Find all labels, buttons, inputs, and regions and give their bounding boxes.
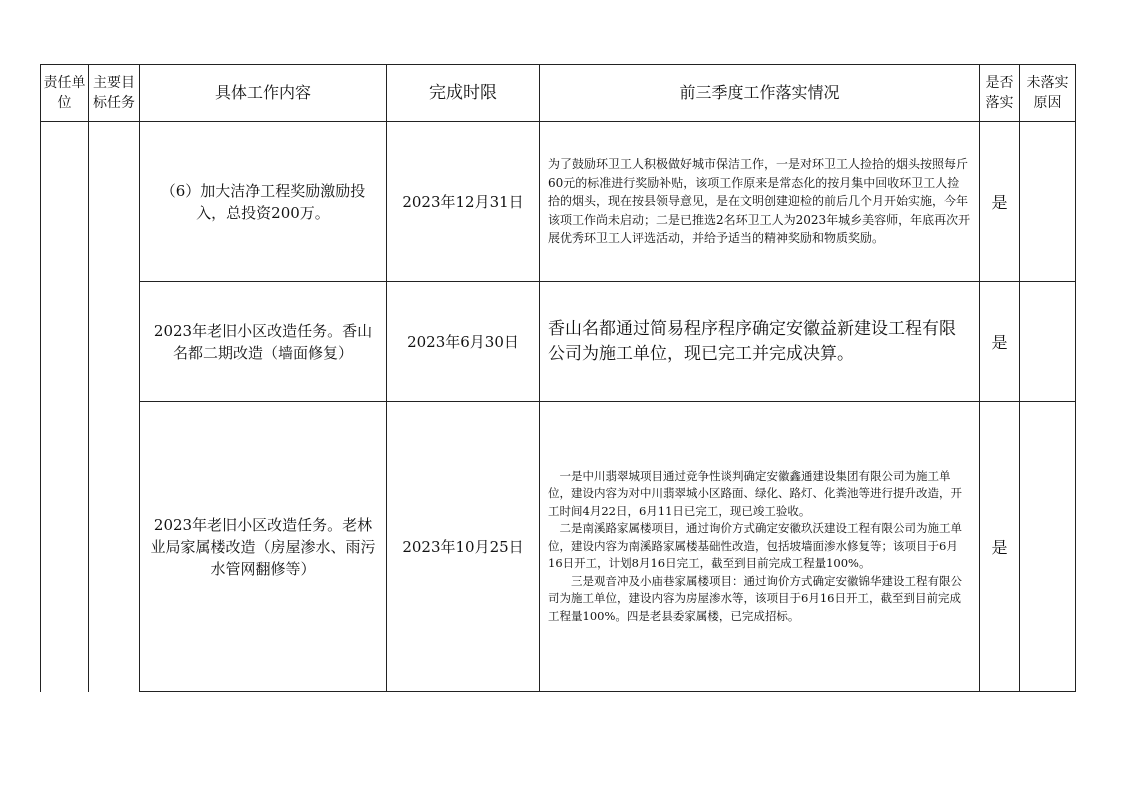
cell-status: 香山名都通过简易程序程序确定安徽益新建设工程有限公司为施工单位，现已完工并完成决算。 bbox=[540, 282, 980, 402]
cell-status bbox=[540, 402, 980, 692]
cell-content: （6）加大洁净工程奖励激励投入，总投资200万。 bbox=[140, 122, 387, 282]
work-table bbox=[40, 64, 1076, 692]
cell-deadline: 2023年12月31日 bbox=[387, 122, 540, 282]
cell-unit bbox=[41, 122, 89, 692]
cell-done: 是 bbox=[980, 402, 1020, 692]
cell-reason bbox=[1020, 282, 1076, 402]
table-row bbox=[41, 402, 1076, 692]
cell-done: 是 bbox=[980, 122, 1020, 282]
cell-done: 是 bbox=[980, 282, 1020, 402]
cell-content: 2023年老旧小区改造任务。老林业局家属楼改造（房屋渗水、雨污水管网翻修等） bbox=[140, 402, 387, 692]
cell-deadline: 2023年10月25日 bbox=[387, 402, 540, 692]
status-paragraph: 二是南溪路家属楼项目，通过询价方式确定安徽玖沃建设工程有限公司为施工单位，建设内容为南溪路家属楼基础性改造，包括坡墙面渗水修复等；该项目于6月16日开工，计划8月16日完工，截至到目前完成工程量100%。 bbox=[548, 521, 962, 571]
header-unit: 责任单位 bbox=[41, 65, 89, 122]
table-row bbox=[41, 122, 1076, 282]
cell-deadline: 2023年6月30日 bbox=[387, 282, 540, 402]
status-paragraph: 一是中川翡翠城项目通过竞争性谈判确定安徽鑫通建设集团有限公司为施工单位，建设内容为对中川翡翠城小区路面、绿化、路灯、化粪池等进行提升改造，开工时间4月22日，6月11日已完工，现已竣工验收。 bbox=[548, 468, 962, 518]
header-status: 前三季度工作落实情况 bbox=[540, 65, 980, 122]
cell-reason bbox=[1020, 402, 1076, 692]
table-header-row bbox=[41, 65, 1076, 122]
header-reason: 未落实原因 bbox=[1020, 65, 1076, 122]
cell-content: 2023年老旧小区改造任务。香山名都二期改造（墙面修复） bbox=[140, 282, 387, 402]
header-task: 主要目标任务 bbox=[89, 65, 140, 122]
cell-task bbox=[89, 122, 140, 692]
header-deadline: 完成时限 bbox=[387, 65, 540, 122]
header-done: 是否落实 bbox=[980, 65, 1020, 122]
cell-status: 为了鼓励环卫工人积极做好城市保洁工作，一是对环卫工人捡拾的烟头按照每斤60元的标准进行奖励补贴，该项工作原来是常态化的按月集中回收环卫工人捡拾的烟头，现在按县领导意见，是在文明创建迎检的前后几个月开始实施，今年该项工作尚未启动；二是已推选2名环卫工人为2023年城乡美容师，年底再次开展优秀环卫工人评选活动，并给予适当的精神奖励和物质奖励。 bbox=[540, 122, 980, 282]
status-paragraph: 三是观音冲及小庙巷家属楼项目：通过询价方式确定安徽锦华建设工程有限公司为施工单位，建设内容为房屋渗水等，该项目于6月16日开工，截至到目前完成工程量100%。四是老县委家属楼，已完成招标。 bbox=[548, 573, 962, 623]
table-row bbox=[41, 282, 1076, 402]
cell-reason bbox=[1020, 122, 1076, 282]
header-content: 具体工作内容 bbox=[140, 65, 387, 122]
